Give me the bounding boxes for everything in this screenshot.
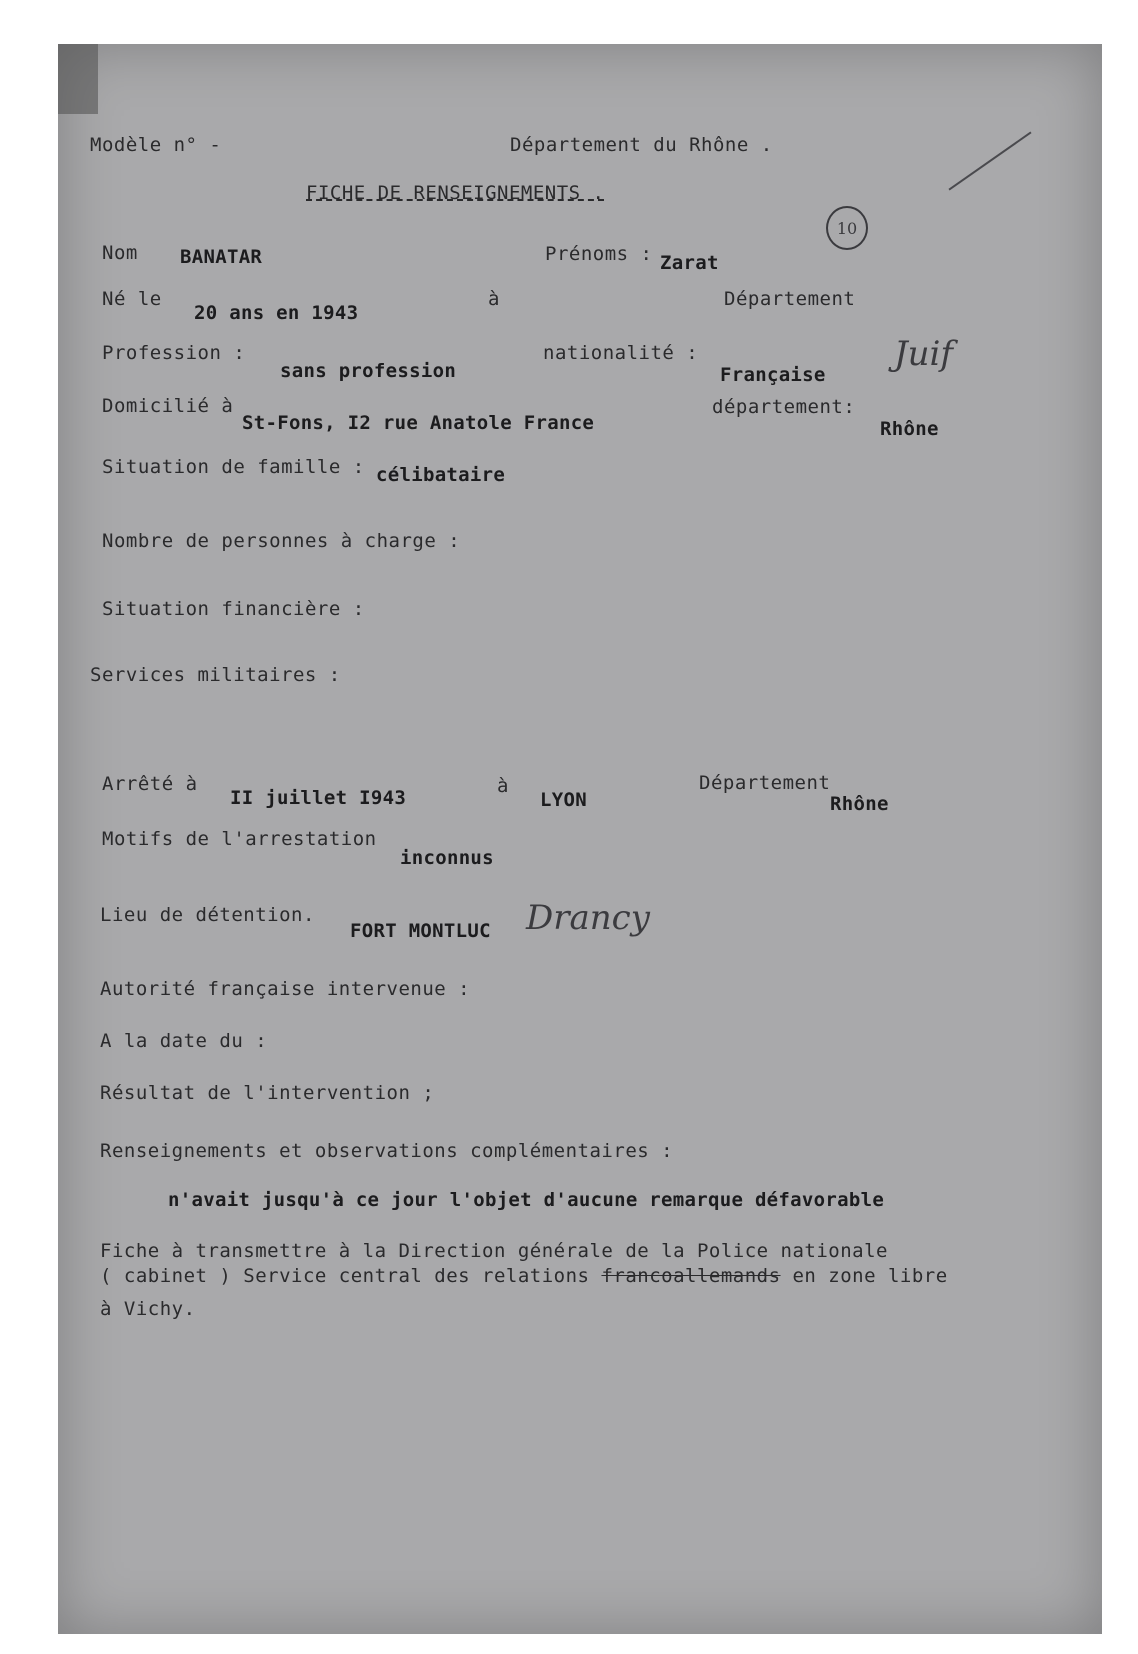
juif-annotation: Juif — [894, 334, 953, 374]
drancy-annotation: Drancy — [526, 898, 650, 938]
modele-number: Modèle n° - — [90, 134, 222, 156]
nationalite-label: nationalité : — [543, 342, 699, 364]
lieu-naissance-label: à — [488, 288, 500, 310]
footer-line-3: à Vichy. — [100, 1298, 196, 1320]
departement-domicile-label: département: — [712, 396, 856, 418]
footer-struck-word: francoallemands — [601, 1265, 781, 1287]
footer-line-2 — [100, 1265, 948, 1287]
nom-value: BANATAR — [180, 246, 263, 268]
arrete-lieu: LYON — [540, 789, 587, 811]
prenoms-label: Prénoms : — [545, 243, 653, 265]
situation-financiere-label: Situation financière : — [102, 598, 365, 620]
motifs-value: inconnus — [400, 847, 494, 869]
profession-value: sans profession — [280, 360, 457, 382]
lieu-detention-label: Lieu de détention. — [100, 904, 315, 926]
autorite-label: Autorité française intervenue : — [100, 978, 471, 1000]
services-militaires-label: Services militaires : — [90, 664, 341, 686]
lieu-detention-value: FORT MONTLUC — [350, 920, 491, 942]
department-header: Département du Rhône . — [510, 134, 773, 156]
personnes-charge-label: Nombre de personnes à charge : — [102, 530, 461, 552]
arrete-departement-value: Rhône — [830, 793, 889, 815]
profession-label: Profession : — [102, 342, 246, 364]
footer-line-1: Fiche à transmettre à la Direction générale de la Police nationale — [100, 1240, 888, 1262]
arrete-a-label: à — [497, 775, 509, 797]
renseignements-label: Renseignements et observations complémentaires : — [100, 1140, 674, 1162]
resultat-label: Résultat de l'intervention ; — [100, 1082, 435, 1104]
nom-label: Nom — [102, 242, 138, 264]
departement-label: Département — [724, 288, 856, 310]
nationalite-value: Française — [720, 364, 826, 386]
situation-famille-label: Situation de famille : — [102, 456, 365, 478]
date-du-label: A la date du : — [100, 1030, 268, 1052]
torn-corner — [58, 44, 98, 114]
arrete-date: II juillet I943 — [230, 787, 407, 809]
circled-number: 10 — [826, 206, 868, 250]
footer-line-2-end: en zone libre — [780, 1265, 948, 1287]
ne-le-value: 20 ans en 1943 — [194, 302, 359, 324]
situation-famille-value: célibataire — [376, 464, 506, 486]
ne-le-label: Né le — [102, 288, 162, 310]
renseignements-value: n'avait jusqu'à ce jour l'objet d'aucune remarque défavorable — [168, 1189, 885, 1211]
domicilie-label: Domicilié à — [102, 395, 234, 417]
arrete-departement-label: Département — [699, 772, 831, 794]
arrete-label: Arrêté à — [102, 773, 198, 795]
motifs-label: Motifs de l'arrestation — [102, 828, 377, 850]
form-title: FICHE DE RENSEIGNEMENTS . — [306, 182, 605, 204]
prenoms-value: Zarat — [660, 252, 719, 274]
footer-line-2-start: ( cabinet ) Service central des relations — [100, 1265, 602, 1287]
domicilie-value: St-Fons, I2 rue Anatole France — [242, 412, 595, 434]
departement-domicile-value: Rhône — [880, 418, 939, 440]
